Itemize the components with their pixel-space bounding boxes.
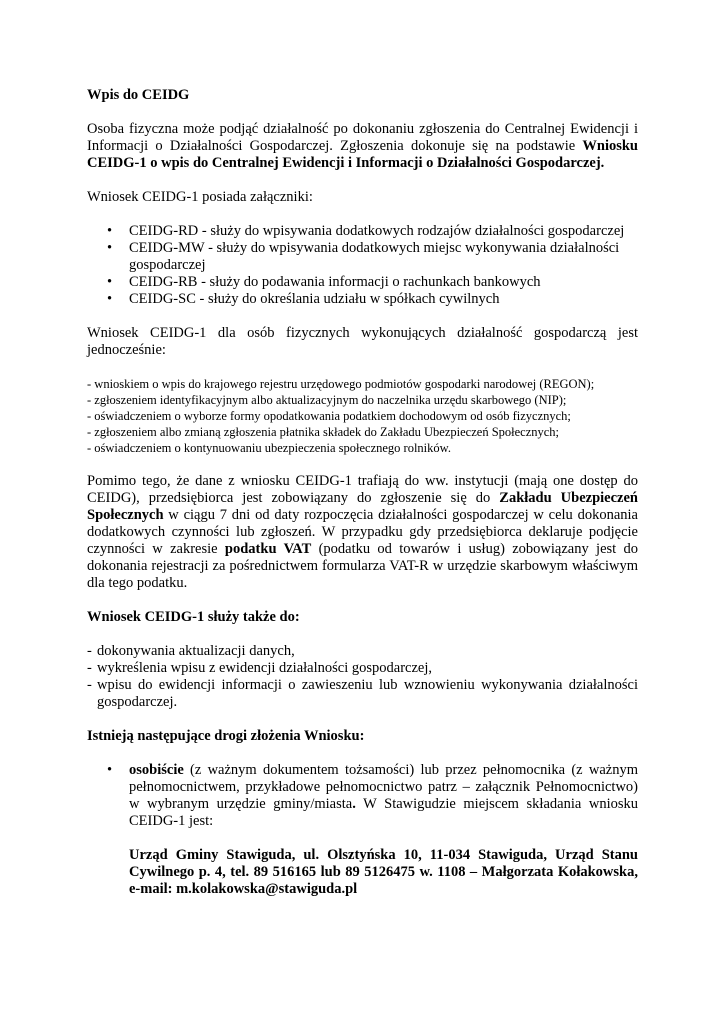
besides-text: (podatku od towarów i usług) zobowiązany jest do dokonania rejestracji za pośrednictwem formularza VAT-R w urzędzie skarbowym właściwym dla tego podatku. <box>87 541 639 591</box>
simultaneous-list <box>87 376 638 456</box>
intro-paragraph <box>87 121 638 172</box>
simultaneous-item: - zgłoszeniem identyfikacyjnym albo aktualizacyjnym do naczelnika urzędu skarbowego (NIP); <box>87 393 567 407</box>
way-item-in-person <box>87 762 638 830</box>
attachment-item: • CEIDG-SC - służy do określania udziału w spółkach cywilnych <box>87 291 638 308</box>
document-content <box>87 87 638 898</box>
also-item: - wykreślenia wpisu z ewidencji działalności gospodarczej, <box>87 660 638 677</box>
also-item: - dokonywania aktualizacji danych, <box>87 643 638 660</box>
also-list <box>87 643 638 711</box>
ways-heading: Istnieją następujące drogi złożenia Wniosku: <box>87 728 365 744</box>
intro-bold-text: Wniosku CEIDG-1 o wpis do Centralnej Ewidencji i Informacji o Działalności Gospodarczej. <box>87 138 638 171</box>
also-heading: Wniosek CEIDG-1 służy także do: <box>87 609 300 625</box>
attachment-item: • CEIDG-MW - służy do wpisywania dodatkowych miejsc wykonywania działalności gospodarczej <box>87 240 638 274</box>
simultaneous-item: - zgłoszeniem albo zmianą zgłoszenia płatnika składek do Zakładu Ubezpieczeń Społecznych; <box>87 425 560 439</box>
also-item: - wpisu do ewidencji informacji o zawieszeniu lub wznowieniu wykonywania działalności gospodarczej. <box>87 677 638 711</box>
attachments-intro: Wniosek CEIDG-1 posiada załączniki: <box>87 189 313 205</box>
attachment-item: • CEIDG-RD - służy do wpisywania dodatkowych rodzajów działalności gospodarczej <box>87 223 638 240</box>
zus-bold-text: Zakładu Ubezpieczeń Społecznych <box>87 490 638 523</box>
besides-text: w ciągu 7 dni od daty rozpoczęcia działalności gospodarczej w celu dokonania dodatkowych czynności lub zgłoszeń. W przypadku gdy przedsiębiorca deklaruje podjęcie czynności w zakresie <box>87 507 638 557</box>
way-text: (z ważnym dokumentem tożsamości) lub przez pełnomocnika (z ważnym pełnomocnictwem, przykładowe pełnomocnictwo patrz – załącznik Pełnomocnictwo) w wybranym urzędzie gminy/miasta <box>129 762 638 812</box>
way-text: W Stawigudzie miejscem składania wniosku CEIDG-1 jest: <box>129 796 638 829</box>
besides-paragraph <box>87 473 638 592</box>
vat-bold-text: podatku VAT <box>224 541 312 557</box>
in-person-bold-text: osobiście <box>129 762 184 778</box>
attachments-list <box>87 223 638 308</box>
office-address: Urząd Gminy Stawiguda, ul. Olsztyńska 10, 11-034 Stawiguda, Urząd Stanu Cywilnego p. 4, tel. 89 516165 lub 89 5126475 w. 1108 – Małgorzata Kołakowska, e-mail: m.kolakowska@stawiguda.pl <box>129 847 638 897</box>
simultaneous-item: - oświadczeniem o wyborze formy opodatkowania podatkiem dochodowym od osób fizycznych; <box>87 409 571 423</box>
simultaneous-item: - oświadczeniem o kontynuowaniu ubezpieczenia społecznego rolników. <box>87 441 451 455</box>
besides-text: Pomimo tego, że dane z wniosku CEIDG-1 trafiają do ww. instytucji (mają one dostęp do CEIDG), przedsiębiorca jest zobowiązany do zgłoszenie się do <box>87 473 638 506</box>
document-title: Wpis do CEIDG <box>87 87 190 103</box>
intro-text: Osoba fizyczna może podjąć działalność po dokonaniu zgłoszenia do Centralnej Ewidencji i Informacji o Działalności Gospodarczej. Zgłoszenia dokonuje się na podstawie <box>87 121 638 154</box>
simultaneous-item: - wnioskiem o wpis do krajowego rejestru urzędowego podmiotów gospodarki narodowej (REGON); <box>87 377 595 391</box>
attachment-item: • CEIDG-RB - służy do podawania informacji o rachunkach bankowych <box>87 274 638 291</box>
way-bold-dot: . <box>352 796 356 812</box>
simultaneous-intro: Wniosek CEIDG-1 dla osób fizycznych wykonujących działalność gospodarczą jest jednocześnie: <box>87 325 638 358</box>
ways-list <box>87 762 638 830</box>
